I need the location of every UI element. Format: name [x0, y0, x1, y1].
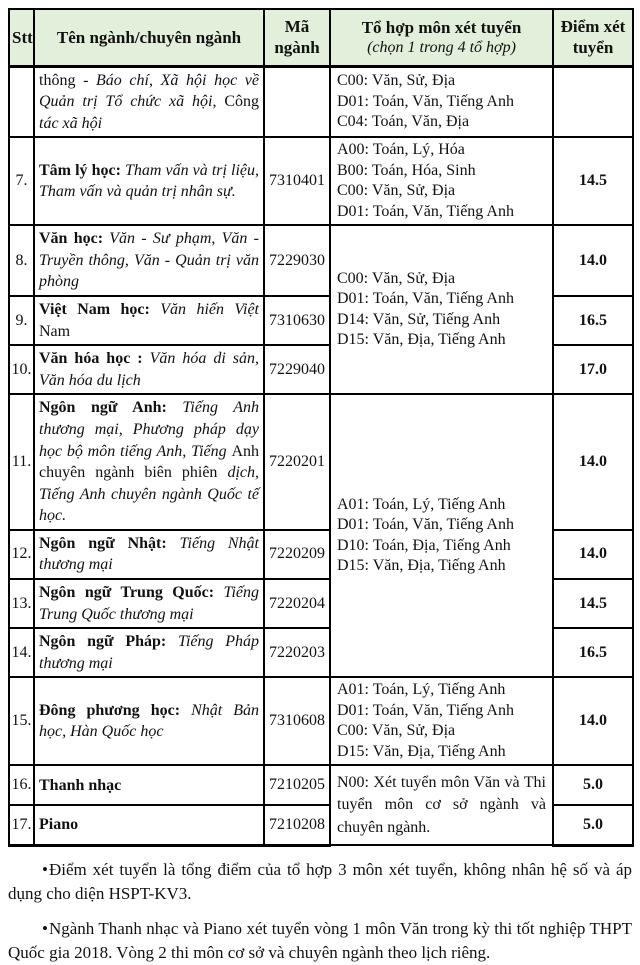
notes	[8, 858, 632, 965]
major-code-cell: 7310630	[264, 296, 330, 345]
major-name-segment: tác xã hội	[39, 114, 103, 132]
major-name-segment: Ngôn ngữ Anh:	[39, 399, 183, 417]
score-cell: 14.0	[553, 225, 633, 296]
major-name-segment: Báo chí, Xã hội học về Quản trị Tổ chức xã hội,	[39, 71, 259, 111]
major-code-cell: 7229030	[264, 225, 330, 296]
major-name-segment: Đông phương học:	[39, 701, 192, 719]
major-name-segment: thông -	[39, 71, 97, 89]
score-cell: 14.0	[553, 530, 633, 579]
major-name-segment: Tiếng Nhật thương mại	[39, 534, 259, 574]
major-code-cell: 7220209	[264, 530, 330, 579]
score-cell: 5.0	[553, 805, 633, 845]
row-number-cell	[9, 66, 34, 137]
row-number-cell: 13.	[9, 579, 34, 628]
row-number-cell: 16.	[9, 765, 34, 805]
combos-cell	[330, 137, 553, 225]
combo-line: D10: Toán, Địa, Tiếng Anh	[337, 536, 511, 554]
score-cell: 16.5	[553, 296, 633, 345]
major-name-segment: Việt Nam học:	[39, 300, 161, 318]
row-number-cell: 12.	[9, 530, 34, 579]
major-name-segment: Văn hóa học :	[39, 350, 150, 368]
combo-line: D15: Văn, Địa, Tiếng Anh	[337, 331, 506, 349]
major-name-segment: Thanh nhạc	[39, 776, 122, 794]
major-name-cell	[34, 579, 264, 628]
major-code-cell: 7210205	[264, 765, 330, 805]
major-name-segment: Anh chuyên ngành biên phiên	[39, 442, 259, 482]
major-code-cell: 7220201	[264, 394, 330, 530]
score-cell: 14.0	[553, 677, 633, 765]
table-row	[9, 677, 633, 765]
row-number-cell: 17.	[9, 805, 34, 845]
major-name-segment: Văn - Sư phạm, Văn - Truyền thông, Văn - Quản trị văn phòng	[39, 230, 260, 291]
major-name-cell	[34, 345, 264, 394]
combo-line: D15: Văn, Địa, Tiếng Anh	[337, 742, 506, 760]
score-cell	[553, 66, 633, 137]
major-code-cell: 7210208	[264, 805, 330, 845]
col-header-stt: Stt	[9, 9, 34, 66]
major-name-segment: Ngôn ngữ Nhật:	[39, 534, 180, 552]
major-name-cell	[34, 805, 264, 845]
major-name-segment: Tiếng Trung Quốc thương mại	[39, 584, 259, 623]
combo-line: C00: Văn, Sử, Địa	[337, 269, 456, 287]
score-cell: 14.0	[553, 394, 633, 530]
row-number-cell: 8.	[9, 225, 34, 296]
score-cell: 14.5	[553, 137, 633, 225]
table-row	[9, 394, 633, 530]
bullet-icon: •	[42, 919, 48, 939]
major-name-cell	[34, 296, 264, 345]
major-code-cell: 7220204	[264, 579, 330, 628]
major-name-segment: Tiếng Anh thương mại, Phương pháp dạy học bộ môn tiếng Anh, Tiếng	[39, 399, 260, 460]
col-header-name: Tên ngành/chuyên ngành	[34, 9, 264, 66]
combo-line: A00: Toán, Lý, Hóa	[337, 141, 465, 159]
major-name-segment: Tham vấn và trị liệu, Tham vấn và quản trị nhân sự.	[39, 161, 259, 201]
admissions-table	[8, 8, 634, 847]
major-name-segment: Văn hiến Việt	[160, 300, 259, 318]
major-code-cell: 7220203	[264, 628, 330, 677]
major-name-segment: Nhật Bản học, Hàn Quốc học	[39, 701, 260, 741]
combo-line: C04: Toán, Văn, Địa	[337, 113, 470, 131]
score-cell: 5.0	[553, 765, 633, 805]
row-number-cell: 15.	[9, 677, 34, 765]
col-header-score: Điểm xét tuyển	[553, 9, 633, 66]
table-body	[9, 66, 633, 845]
table-row	[9, 137, 633, 225]
major-code-cell: 7229040	[264, 345, 330, 394]
major-name-segment: Văn hóa di sản, Văn hóa du lịch	[39, 350, 259, 389]
note-music	[8, 917, 632, 965]
major-name-cell	[34, 137, 264, 225]
combo-line: D01: Toán, Văn, Tiếng Anh	[337, 92, 514, 110]
table-row	[9, 66, 633, 137]
major-code-cell: 7310608	[264, 677, 330, 765]
major-name-cell	[34, 677, 264, 765]
col-header-combos-title: Tổ hợp môn xét tuyển	[361, 17, 522, 37]
row-number-cell: 14.	[9, 628, 34, 677]
major-name-cell	[34, 225, 264, 296]
major-name-cell	[34, 394, 264, 530]
combo-line: A01: Toán, Lý, Tiếng Anh	[337, 681, 506, 699]
major-name-segment: Ngôn ngữ Trung Quốc:	[39, 584, 224, 602]
major-name-cell	[34, 66, 264, 137]
combo-line: D01: Toán, Văn, Tiếng Anh	[337, 701, 514, 719]
score-cell: 14.5	[553, 579, 633, 628]
bullet-icon: •	[42, 859, 48, 879]
combo-line: C00: Văn, Sử, Địa	[337, 72, 456, 90]
major-name-segment: dịch, Tiếng Anh chuyên ngành Quốc tế học.	[39, 464, 259, 525]
col-header-code: Mã ngành	[264, 9, 330, 66]
combo-line: D01: Toán, Văn, Tiếng Anh	[337, 290, 514, 308]
combos-cell: N00: Xét tuyển môn Văn và Thi tuyển môn cơ sở ngành và chuyên ngành.	[330, 765, 553, 845]
note-music-text: Ngành Thanh nhạc và Piano xét tuyển vòng 1 môn Văn trong kỳ thi tốt nghiệp THPT Quốc gia 2018. Vòng 2 thi môn cơ sở và chuyên ngành theo lịch riêng.	[8, 919, 632, 963]
row-number-cell: 7.	[9, 137, 34, 225]
combo-line: D01: Toán, Văn, Tiếng Anh	[337, 202, 514, 220]
combos-cell	[330, 677, 553, 765]
row-number-cell: 10.	[9, 345, 34, 394]
major-code-cell: 7310401	[264, 137, 330, 225]
combo-line: C00: Văn, Sử, Địa	[337, 722, 456, 740]
note-scoring	[8, 858, 632, 906]
combo-line: C00: Văn, Sử, Địa	[337, 182, 456, 200]
header-row	[9, 9, 633, 66]
col-header-combos	[330, 9, 553, 66]
table-row	[9, 225, 633, 296]
major-name-cell	[34, 628, 264, 677]
major-name-segment: Văn học:	[39, 230, 110, 248]
major-name-cell	[34, 765, 264, 805]
major-name-segment: Piano	[39, 816, 79, 834]
major-code-cell	[264, 66, 330, 137]
major-name-segment: Tâm lý học:	[39, 161, 125, 179]
score-cell: 16.5	[553, 628, 633, 677]
major-name-segment: Tiếng Pháp thương mại	[39, 633, 259, 672]
combo-line: B00: Toán, Hóa, Sinh	[337, 161, 476, 179]
score-cell: 17.0	[553, 345, 633, 394]
combos-cell	[330, 66, 553, 137]
table-row	[9, 765, 633, 805]
col-header-combos-subtitle: (chọn 1 trong 4 tổ hợp)	[367, 38, 516, 56]
row-number-cell: 11.	[9, 394, 34, 530]
major-name-segment: Ngôn ngữ Pháp:	[39, 633, 178, 651]
combos-cell	[330, 225, 553, 394]
major-name-segment: Công	[224, 93, 259, 111]
major-name-cell	[34, 530, 264, 579]
combos-cell	[330, 394, 553, 677]
row-number-cell: 9.	[9, 296, 34, 345]
note-scoring-text: Điểm xét tuyển là tổng điểm của tổ hợp 3 môn xét tuyển, không nhân hệ số và áp dụng cho diện HSPT-KV3.	[8, 859, 632, 903]
combo-line: D15: Văn, Địa, Tiếng Anh	[337, 557, 506, 575]
combo-line: D01: Toán, Văn, Tiếng Anh	[337, 516, 514, 534]
major-name-segment: Nam	[39, 322, 71, 340]
combo-line: D14: Văn, Sử, Tiếng Anh	[337, 310, 501, 328]
combo-line: A01: Toán, Lý, Tiếng Anh	[337, 495, 506, 513]
